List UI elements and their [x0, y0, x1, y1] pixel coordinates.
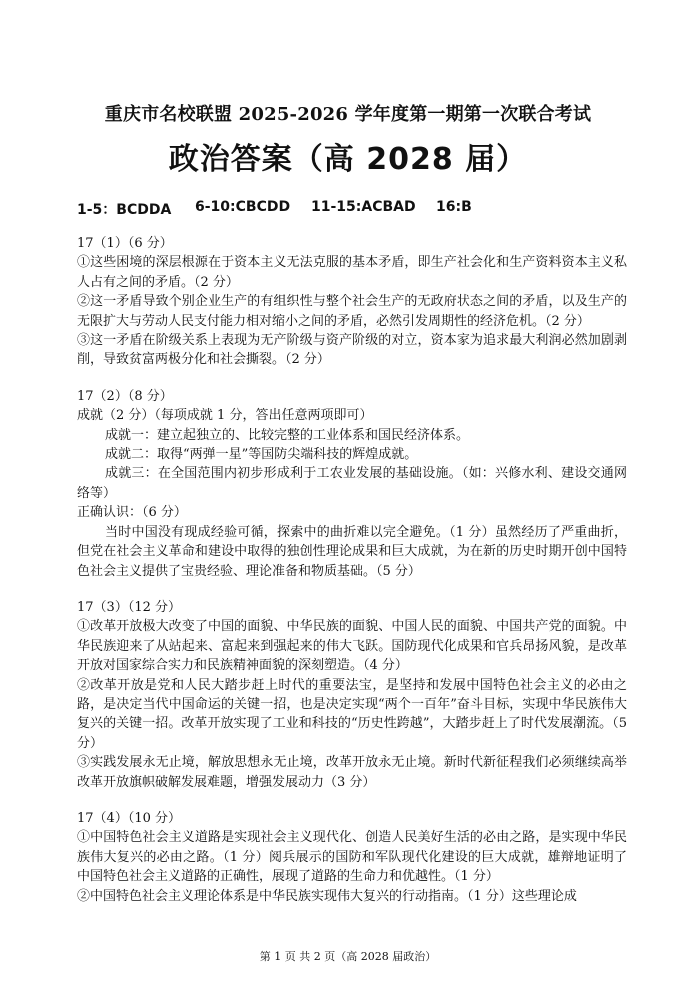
answer-paragraph: ③这一矛盾在阶级关系上表现为无产阶级与资产阶级的对立，资本家为追求最大利润必然加剧剥削，导致贫富两极分化和社会撕裂。（2 分）: [77, 333, 627, 368]
mc-answer-1-5: 1-5：BCDDA: [77, 202, 172, 218]
achievement-item: 成就二：取得“两弹一星”等国防尖端科技的辉煌成就。: [105, 447, 418, 463]
mc-answer-6-10: 6-10:CBCDD: [195, 199, 291, 215]
question-heading: 17（1）（6 分）: [77, 236, 173, 251]
mc-answer-16: 16:B: [436, 199, 472, 215]
achievement-heading: 成就（2 分）（每项成就 1 分，答出任意两项即可）: [77, 408, 373, 424]
answer-paragraph: ②中国特色社会主义理论体系是中华民族实现伟大复兴的行动指南。（1 分）这些理论成: [77, 888, 577, 904]
mc-answer-11-15: 11-15:ACBAD: [311, 199, 416, 215]
page-title: 政治答案（高 2028 届）: [168, 142, 528, 177]
answer-paragraph: ①中国特色社会主义道路是实现社会主义现代化、创造人民美好生活的必由之路，是实现中华民族伟大复兴的必由之路。（1 分）阅兵展示的国防和军队现代化建设的巨大成就，雄辩地证明了中国特色社会主义道路的正确性，展现了道路的生命力和优越性。（1 分）: [77, 830, 627, 885]
answer-paragraph: ①这些困境的深层根源在于资本主义无法克服的基本矛盾，即生产社会化和生产资料资本主义私人占有之间的矛盾。（2 分）: [77, 255, 627, 290]
question-17-1: [77, 234, 627, 370]
question-heading: 17（4）（10 分）: [77, 810, 181, 826]
answer-paragraph: ②改革开放是党和人民大踏步赶上时代的重要法宝，是坚持和发展中国特色社会主义的必由之路，是决定当代中国命运的关键一招，也是决定实现“两个一百年”奋斗目标，实现中华民族伟大复兴的关键一招。改革开放实现了工业和科技的“历史性跨越”，大踏步赶上了时代发展潮流。（5 分）: [77, 677, 627, 751]
question-17-3: [77, 598, 627, 792]
exam-subtitle: 重庆市名校联盟 2025-2026 学年度第一期第一次联合考试: [104, 104, 592, 125]
answer-paragraph: ③实践发展永无止境，解放思想永无止境，改革开放永无止境。新时代新征程我们必须继续高举改革开放旗帜破解发展难题，增强发展动力（3 分）: [77, 755, 627, 790]
question-17-2: [77, 387, 627, 581]
page-footer: 第 1 页 共 2 页（高 2028 届政治）: [259, 950, 437, 963]
answer-paragraph: ①改革开放极大改变了中国的面貌、中华民族的面貌、中国人民的面貌、中国共产党的面貌。中华民族迎来了从站起来、富起来到强起来的伟大飞跃。国防现代化成果和官兵昂扬风貌，是改革开放对国家综合实力和民族精神面貌的深刻塑造。（4 分）: [77, 619, 627, 674]
answer-content: [77, 234, 627, 923]
question-17-4: [77, 809, 627, 906]
recognition-text: 当时中国没有现成经验可循，探索中的曲折难以完全避免。（1 分）虽然经历了严重曲折，但党在社会主义革命和建设中取得的独创性理论成果和巨大成就，为在新的历史时期开创中国特色社会主义提供了宝贵经验、理论准备和物质基础。（5 分）: [77, 524, 627, 579]
question-heading: 17（3）（12 分）: [77, 599, 181, 615]
question-heading: 17（2）（8 分）: [77, 388, 173, 404]
answer-paragraph: ②这一矛盾导致个别企业生产的有组织性与整个社会生产的无政府状态之间的矛盾，以及生产的无限扩大与劳动人民支付能力相对缩小之间的矛盾，必然引发周期性的经济危机。（2 分）: [77, 294, 627, 329]
achievement-item: 成就三：在全国范围内初步形成利于工农业发展的基础设施。（如：兴修水利、建设交通网络等）: [77, 466, 627, 501]
recognition-heading: 正确认识：（6 分）: [77, 505, 187, 521]
achievement-item: 成就一：建立起独立的、比较完整的工业体系和国民经济体系。: [105, 427, 470, 443]
